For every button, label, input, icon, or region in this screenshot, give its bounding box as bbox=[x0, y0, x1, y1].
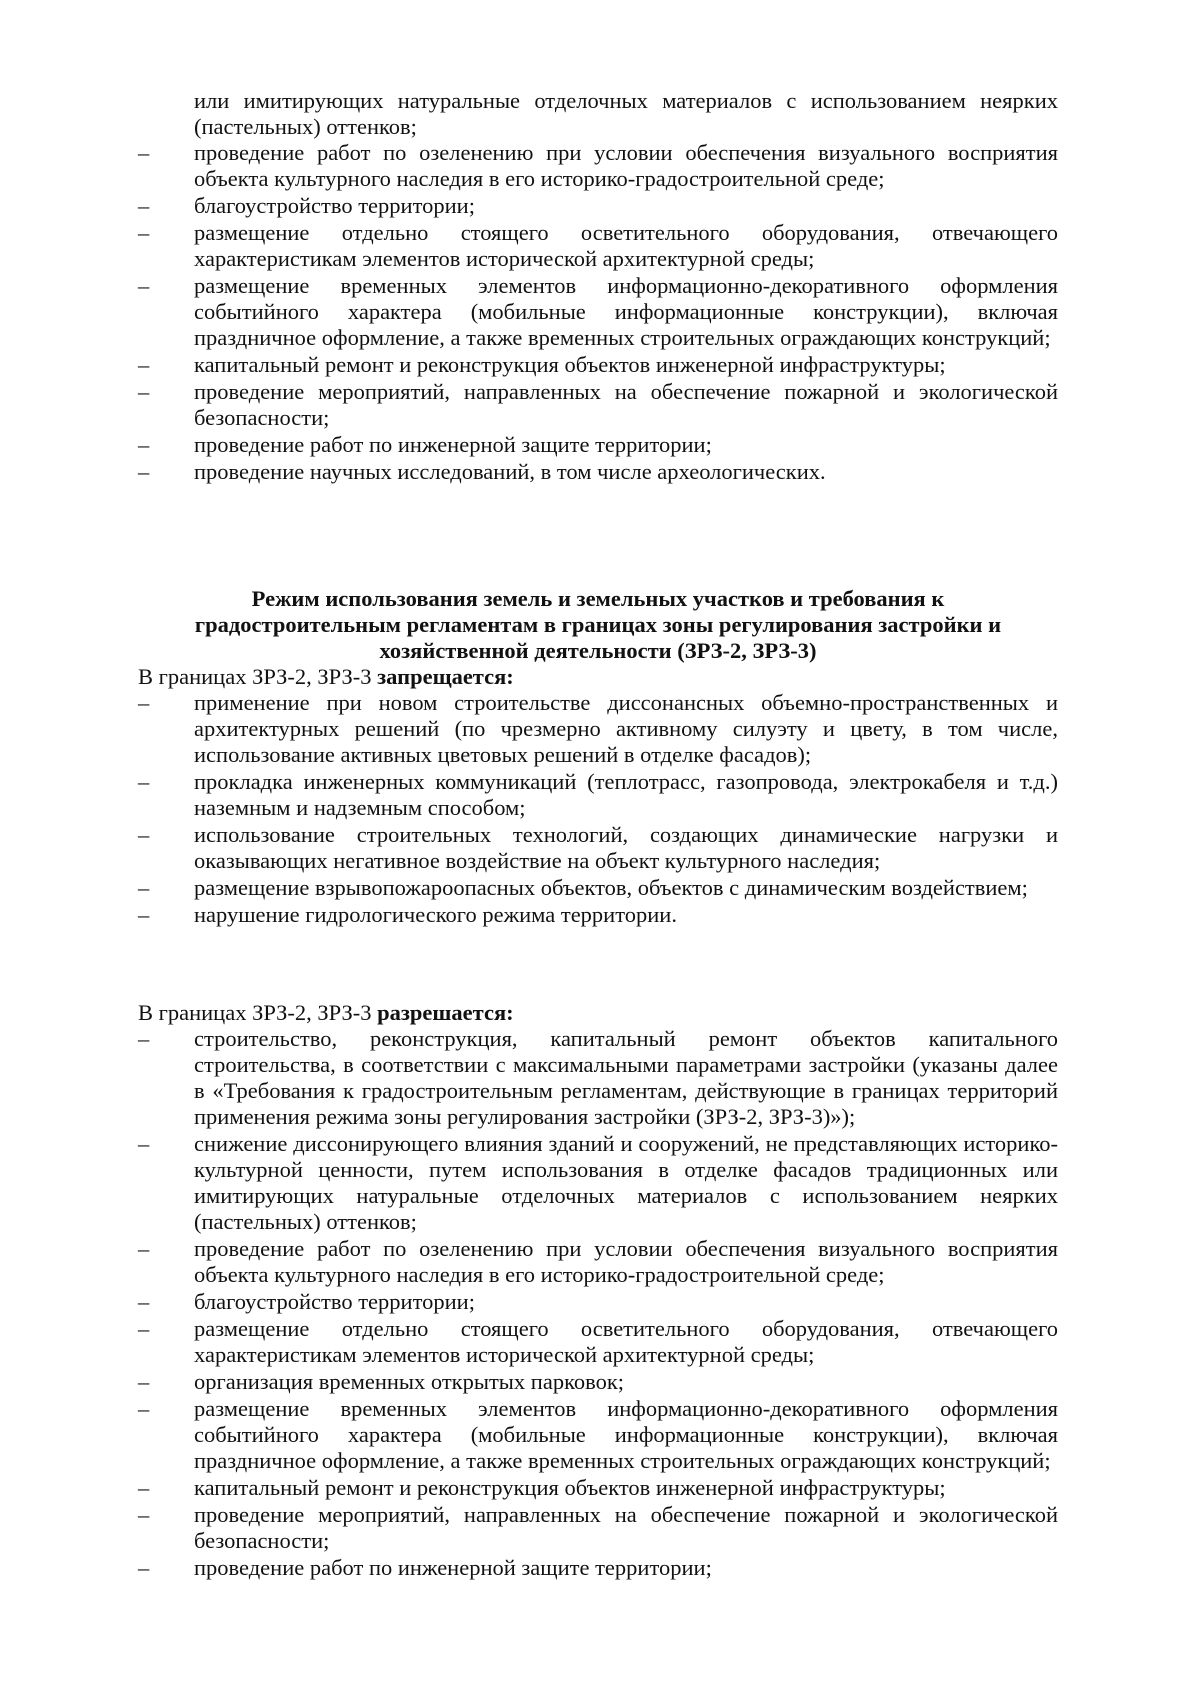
list-item: – нарушение гидрологического режима территории. bbox=[138, 902, 677, 927]
list-item: – применение при новом строительстве диссонансных объемно-пространственных и архитектурных решений (по чрезмерно активному силуэту и цвету, в том числе, использование активных цветовых решений в отделке фасадов); bbox=[138, 690, 1058, 767]
list-item: – проведение мероприятий, направленных на обеспечение пожарной и экологической безопасности; bbox=[138, 1502, 1058, 1553]
dash-marker: – bbox=[138, 1475, 150, 1500]
dash-marker: – bbox=[138, 690, 150, 715]
list-item-continuation: или имитирующих натуральные отделочных материалов с использованием неярких (пастельных) оттенков; bbox=[194, 88, 1058, 139]
list-item: – размещение временных элементов информационно-декоративного оформления событийного характера (мобильные информационные конструкции), включая праздничное оформление, а также временных строительных ограждающих конструкций; bbox=[138, 273, 1058, 350]
list-item: – проведение мероприятий, направленных на обеспечение пожарной и экологической безопасности; bbox=[138, 379, 1058, 430]
dash-marker: – bbox=[138, 1396, 150, 1421]
list-item: – размещение временных элементов информационно-декоративного оформления событийного характера (мобильные информационные конструкции), включая праздничное оформление, а также временных строительных ограждающих конструкций; bbox=[138, 1396, 1058, 1473]
dash-marker: – bbox=[138, 769, 150, 794]
list-item: – капитальный ремонт и реконструкция объектов инженерной инфраструктуры; bbox=[138, 1475, 946, 1500]
list-item: – строительство, реконструкция, капитальный ремонт объектов капитального строительства, в соответствии с максимальными параметрами застройки (указаны далее в «Требования к градостроительным регламентам, действующие в границах территорий применения режима зоны регулирования застройки (ЗРЗ-2, ЗРЗ-3)»); bbox=[138, 1026, 1058, 1129]
list-item: – благоустройство территории; bbox=[138, 193, 475, 218]
list-item: – благоустройство территории; bbox=[138, 1289, 475, 1314]
list-item: – проведение работ по озеленению при условии обеспечения визуального восприятия объекта культурного наследия в его историко-градостроительной среде; bbox=[138, 140, 1058, 191]
list-item: – организация временных открытых парковок; bbox=[138, 1369, 625, 1394]
dash-marker: – bbox=[138, 1236, 150, 1261]
dash-marker: – bbox=[138, 1555, 150, 1580]
list-item: – использование строительных технологий, создающих динамические нагрузки и оказывающих негативное воздействие на объект культурного наследия; bbox=[138, 822, 1058, 873]
dash-marker: – bbox=[138, 1369, 150, 1394]
dash-marker: – bbox=[138, 822, 150, 847]
list-item: – проведение научных исследований, в том числе археологических. bbox=[138, 459, 826, 484]
dash-marker: – bbox=[138, 379, 150, 404]
dash-marker: – bbox=[138, 273, 150, 298]
dash-marker: – bbox=[138, 875, 150, 900]
dash-marker: – bbox=[138, 193, 150, 218]
prohibited-intro: В границах ЗРЗ-2, ЗРЗ-3 запрещается: bbox=[138, 664, 514, 689]
dash-marker: – bbox=[138, 1289, 150, 1314]
dash-marker: – bbox=[138, 1131, 150, 1156]
list-item: – капитальный ремонт и реконструкция объектов инженерной инфраструктуры; bbox=[138, 352, 946, 377]
top-list bbox=[138, 88, 1058, 485]
list-item: – проведение работ по инженерной защите территории; bbox=[138, 1555, 712, 1580]
prohibited-list bbox=[138, 690, 1058, 928]
dash-marker: – bbox=[138, 459, 150, 484]
list-item: – размещение взрывопожароопасных объектов, объектов с динамическим воздействием; bbox=[138, 875, 1028, 900]
dash-marker: – bbox=[138, 1026, 150, 1051]
dash-marker: – bbox=[138, 352, 150, 377]
list-item: – проведение работ по инженерной защите территории; bbox=[138, 432, 712, 457]
list-item: – размещение отдельно стоящего осветительного оборудования, отвечающего характеристикам элементов исторической архитектурной среды; bbox=[138, 1316, 1058, 1367]
list-item: – размещение отдельно стоящего осветительного оборудования, отвечающего характеристикам элементов исторической архитектурной среды; bbox=[138, 220, 1058, 271]
dash-marker: – bbox=[138, 1502, 150, 1527]
dash-marker: – bbox=[138, 1316, 150, 1341]
section-heading: Режим использования земель и земельных участков и требования к градостроительным регламентам в границах зоны регулирования застройки и хозяйственной деятельности (ЗРЗ-2, ЗРЗ-3) bbox=[194, 586, 1002, 663]
list-item: – проведение работ по озеленению при условии обеспечения визуального восприятия объекта культурного наследия в его историко-градостроительной среде; bbox=[138, 1236, 1058, 1287]
list-item: – снижение диссонирующего влияния зданий и сооружений, не представляющих историко-культурной ценности, путем использования в отделке фасадов традиционных или имитирующих натуральные отделочных материалов с использованием неярких (пастельных) оттенков; bbox=[138, 1131, 1058, 1234]
allowed-intro: В границах ЗРЗ-2, ЗРЗ-3 разрешается: bbox=[138, 1000, 514, 1025]
dash-marker: – bbox=[138, 140, 150, 165]
dash-marker: – bbox=[138, 432, 150, 457]
list-item: – прокладка инженерных коммуникаций (теплотрасс, газопровода, электрокабеля и т.д.) наземным и надземным способом; bbox=[138, 769, 1058, 820]
dash-marker: – bbox=[138, 220, 150, 245]
allowed-list bbox=[138, 1026, 1058, 1581]
dash-marker: – bbox=[138, 902, 150, 927]
